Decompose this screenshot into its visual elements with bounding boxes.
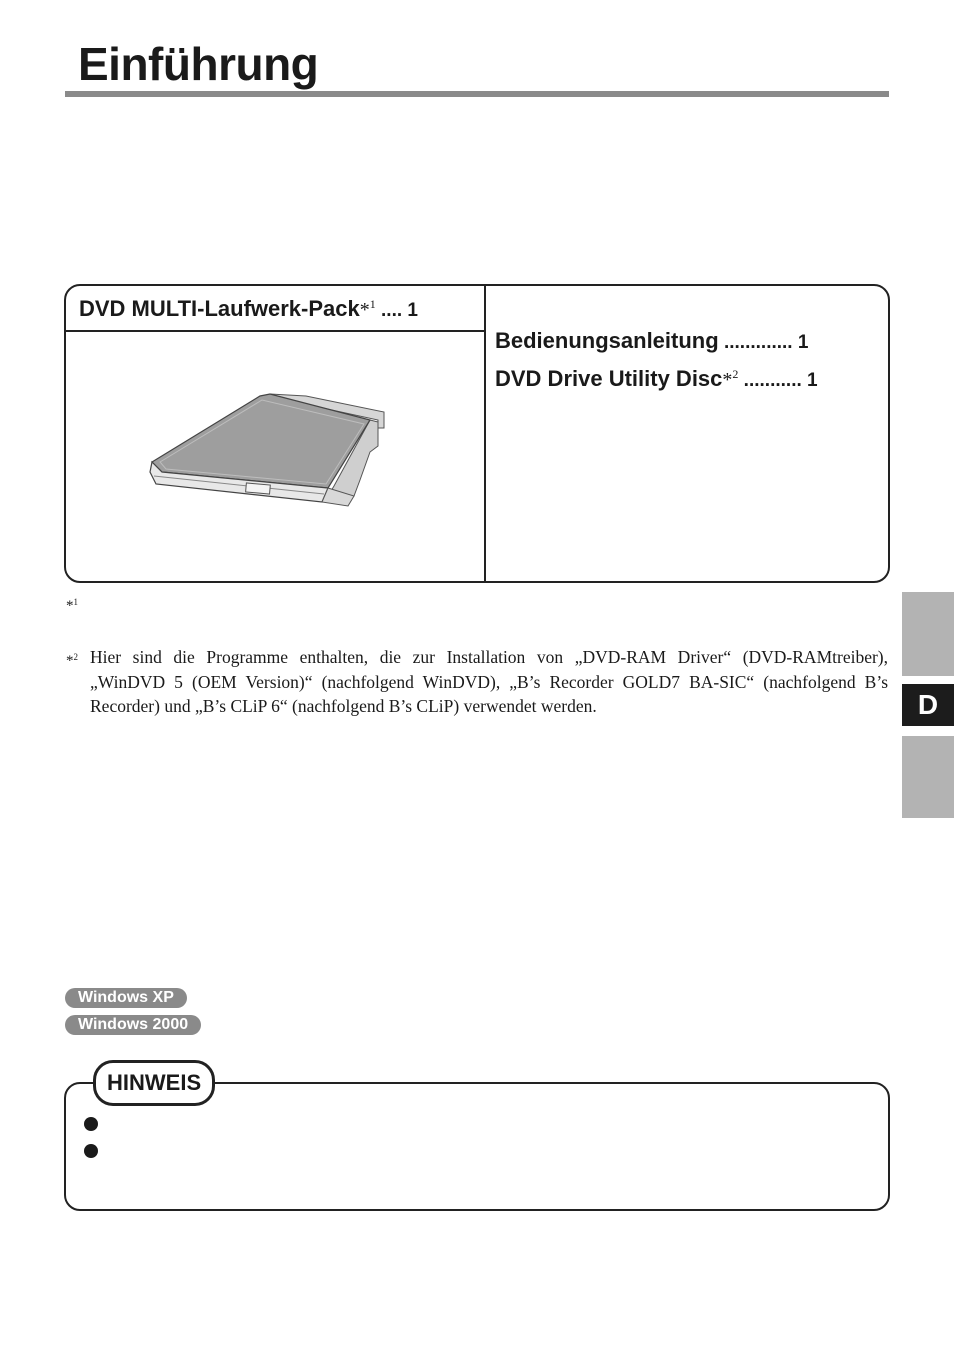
quantity: 1 bbox=[792, 332, 809, 353]
footnote-number: 2 bbox=[73, 652, 78, 662]
utility-disc-label: DVD Drive Utility Disc bbox=[495, 366, 723, 391]
title-underline bbox=[65, 91, 889, 97]
utility-disc-item bbox=[495, 366, 818, 392]
footnote-star: * bbox=[359, 299, 370, 321]
footnote-star: * bbox=[66, 598, 74, 614]
quantity: 1 bbox=[801, 370, 818, 391]
footnote-ref-1: 1 bbox=[369, 297, 376, 311]
footnote-star: * bbox=[722, 369, 733, 391]
windows-2000-badge: Windows 2000 bbox=[65, 1015, 201, 1035]
dvd-pack-label: DVD MULTI-Laufwerk-Pack bbox=[79, 296, 360, 321]
footnote-ref-2: 2 bbox=[732, 367, 739, 381]
leader-dots: .... bbox=[375, 300, 403, 321]
footnote-text: Hier sind die Programme enthalten, die zur Installation von „DVD-RAM Driver“ (DVD-RAMtreiber), „WinDVD 5 (OEM Version)“ (nachfolgend WinDVD), „B’s Recorder GOLD7 BA-SIC“ (nachfolgend B’s Recorder) und „B’s CLiP 6“ (nachfolgend B’s CLiP) verwendet werden. bbox=[90, 647, 888, 716]
bullet-dot-icon bbox=[84, 1144, 98, 1158]
contents-left-header bbox=[66, 286, 484, 332]
leader-dots: ............. bbox=[718, 332, 793, 353]
side-tab-upper bbox=[902, 592, 954, 676]
quantity: 1 bbox=[402, 300, 419, 321]
footnote-2 bbox=[66, 645, 888, 719]
page-title: Einführung bbox=[78, 38, 319, 90]
leader-dots: ........... bbox=[738, 370, 802, 391]
manual-item bbox=[495, 328, 808, 354]
dvd-pack-item bbox=[79, 296, 418, 322]
dvd-drive-pack-icon bbox=[148, 376, 388, 526]
footnote-star: * bbox=[66, 653, 74, 669]
section-tab-d: D bbox=[902, 684, 954, 726]
contents-divider bbox=[484, 286, 486, 581]
windows-xp-badge: Windows XP bbox=[65, 988, 187, 1008]
footnote-1 bbox=[66, 597, 78, 615]
footnote-number: 1 bbox=[73, 597, 78, 607]
bullet-dot-icon bbox=[84, 1117, 98, 1131]
manual-label: Bedienungsanleitung bbox=[495, 328, 719, 353]
side-tab-lower bbox=[902, 736, 954, 818]
footnote-mark bbox=[66, 645, 78, 674]
package-contents-box bbox=[64, 284, 890, 583]
note-label: HINWEIS bbox=[93, 1060, 215, 1106]
